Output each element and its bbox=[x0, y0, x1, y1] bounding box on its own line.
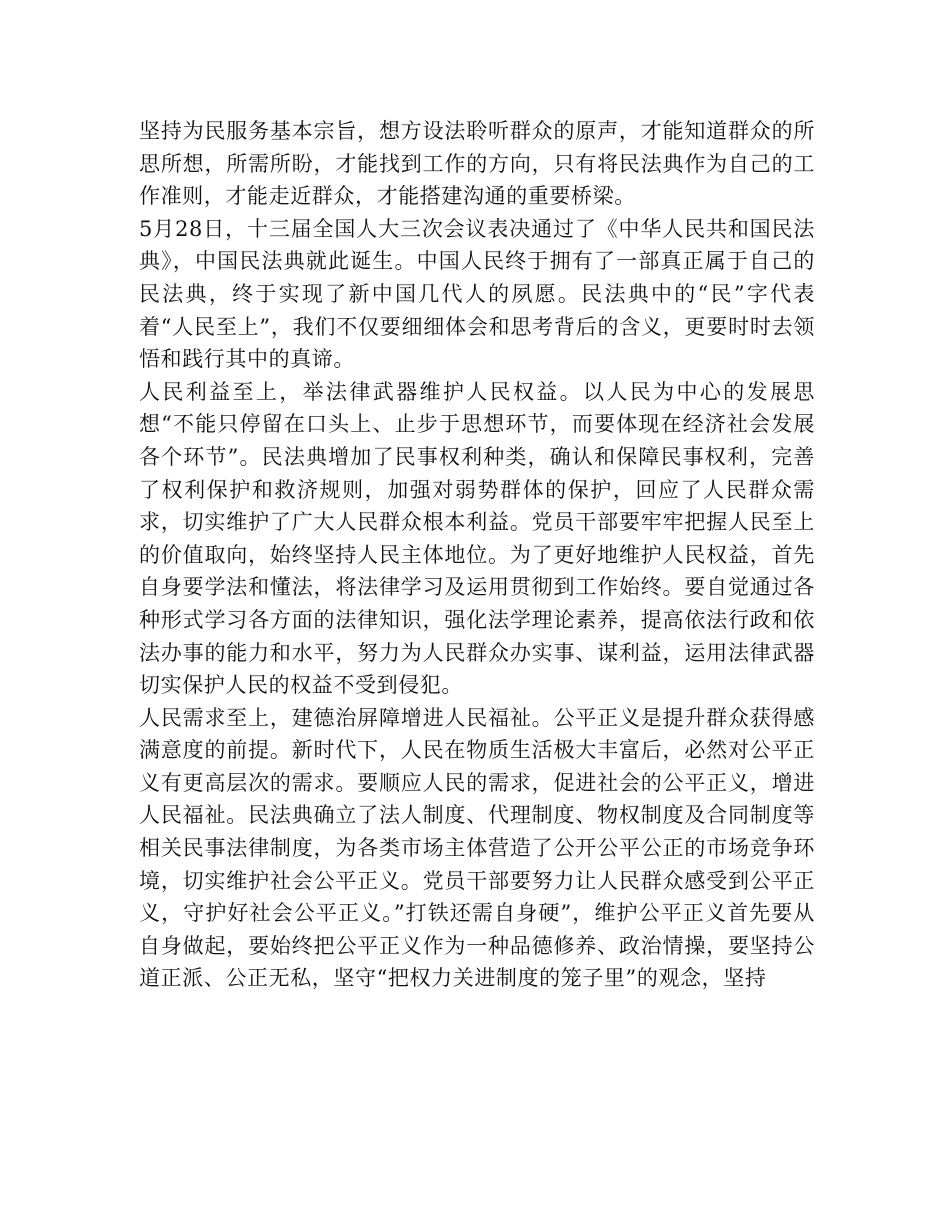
paragraph-2: 5月28日，十三届全国人大三次会议表决通过了《中华人民共和国民法典》，中国民法典就此诞生。中国人民终于拥有了一部真正属于自己的民法典，终于实现了新中国几代人的夙愿。民法典中的“民”字代表着“人民至上”，我们不仅要细细体会和思考背后的含义，更要时时去领悟和践行其中的真谛。 bbox=[139, 216, 815, 372]
paragraph-1: 坚持为民服务基本宗旨，想方设法聆听群众的原声，才能知道群众的所思所想，所需所盼，才能找到工作的方向，只有将民法典作为自己的工作准则，才能走近群众，才能搭建沟通的重要桥梁。 bbox=[139, 119, 815, 209]
document-body bbox=[139, 115, 815, 995]
paragraph-3: 人民利益至上，举法律武器维护人民权益。以人民为中心的发展思想“不能只停留在口头上、止步于思想环节，而要体现在经济社会发展各个环节”。民法典增加了民事权利种类，确认和保障民事权利，完善了权利保护和救济规则，加强对弱势群体的保护，回应了人民群众需求，切实维护了广大人民群众根本利益。党员干部要牢牢把握人民至上的价值取向，始终坚持人民主体地位。为了更好地维护人民权益，首先自身要学法和懂法，将法律学习及运用贯彻到工作始终。要自觉通过各种形式学习各方面的法律知识，强化法学理论素养，提高依法行政和依法办事的能力和水平，努力为人民群众办实事、谋利益，运用法律武器切实保护人民的权益不受到侵犯。 bbox=[139, 379, 815, 698]
paragraph-4: 人民需求至上，建德治屏障增进人民福祉。公平正义是提升群众获得感满意度的前提。新时代下，人民在物质生活极大丰富后，必然对公平正义有更高层次的需求。要顺应人民的需求，促进社会的公平正义，增进人民福祉。民法典确立了法人制度、代理制度、物权制度及合同制度等相关民事法律制度，为各类市场主体营造了公开公平公正的市场竞争环境，切实维护社会公平正义。党员干部要努力让人民群众感受到公平正义，守护好社会公平正义。”打铁还需自身硬”，维护公平正义首先要从自身做起，要始终把公平正义作为一种品德修养、政治情操，要坚持公道正派、公正无私，坚守“把权力关进制度的笼子里”的观念，坚持 bbox=[139, 705, 815, 991]
